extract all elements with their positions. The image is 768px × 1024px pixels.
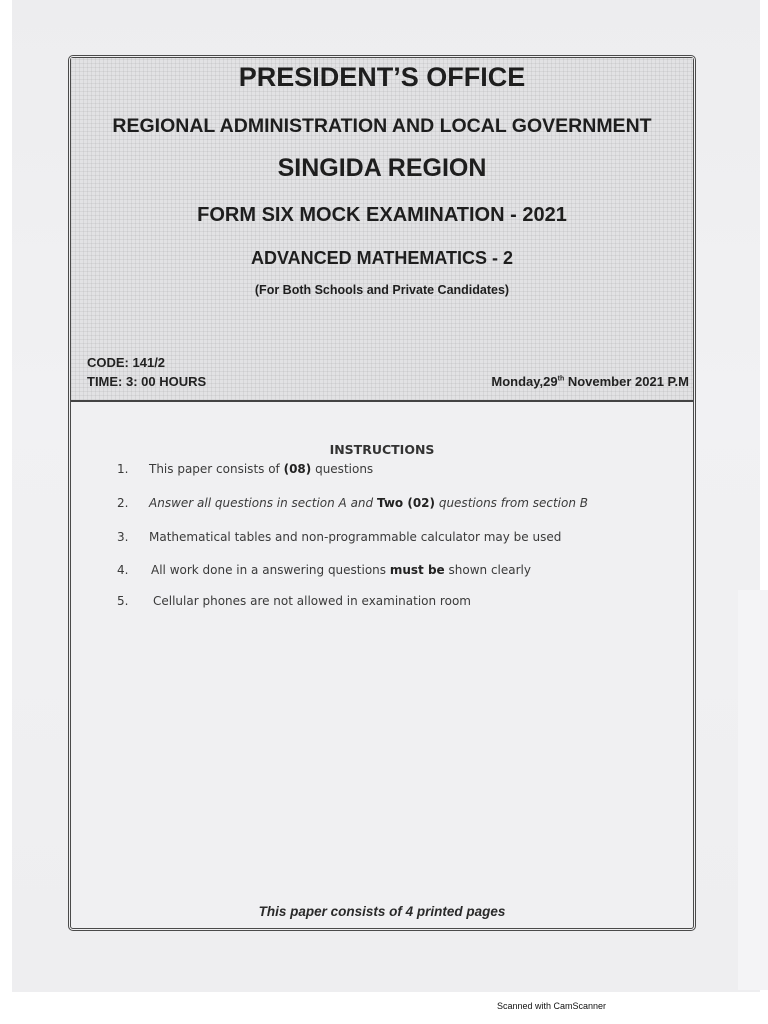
instruction-number: 3. (117, 530, 129, 544)
instruction-number: 4. (117, 563, 129, 577)
exam-code: CODE: 141/2 (87, 355, 166, 370)
date-prefix: Monday,29 (491, 374, 558, 389)
exam-date (491, 374, 689, 389)
instruction-item (117, 563, 673, 583)
instruction-number: 1. (117, 462, 129, 476)
region-title: SINGIDA REGION (277, 154, 487, 182)
instruction-text: Cellular phones are not allowed in examination room (153, 594, 471, 608)
scanner-watermark: Scanned with CamScanner (497, 1001, 607, 1011)
instruction-text: This paper consists of (08) questions (149, 462, 374, 476)
office-title: PRESIDENT’S OFFICE (238, 62, 526, 92)
exam-cover-frame (68, 55, 696, 931)
date-rest: November 2021 P.M (564, 374, 689, 389)
page-count-footer: This paper consists of 4 printed pages (258, 904, 506, 919)
instruction-item (117, 594, 673, 614)
administration-title: REGIONAL ADMINISTRATION AND LOCAL GOVERNMENT (112, 115, 652, 137)
exam-title: FORM SIX MOCK EXAMINATION - 2021 (197, 204, 567, 226)
instruction-text: All work done in a answering questions must be shown clearly (151, 563, 531, 577)
instruction-number: 2. (117, 496, 129, 510)
instruction-item (117, 530, 673, 550)
paper-edge (738, 590, 768, 990)
cover-header (71, 58, 693, 402)
date-suffix: th (557, 375, 565, 383)
instructions-title: INSTRUCTIONS (329, 442, 435, 457)
candidates-note: (For Both Schools and Private Candidates) (254, 283, 510, 297)
exam-time: TIME: 3: 00 HOURS (87, 374, 207, 389)
instruction-item (117, 496, 673, 516)
instruction-text: Answer all questions in section A and Two (02) questions from section B (149, 496, 589, 510)
instruction-item (117, 462, 673, 482)
subject-title: ADVANCED MATHEMATICS - 2 (251, 248, 513, 268)
instruction-text: Mathematical tables and non-programmable calculator may be used (149, 530, 562, 544)
instruction-number: 5. (117, 594, 129, 608)
